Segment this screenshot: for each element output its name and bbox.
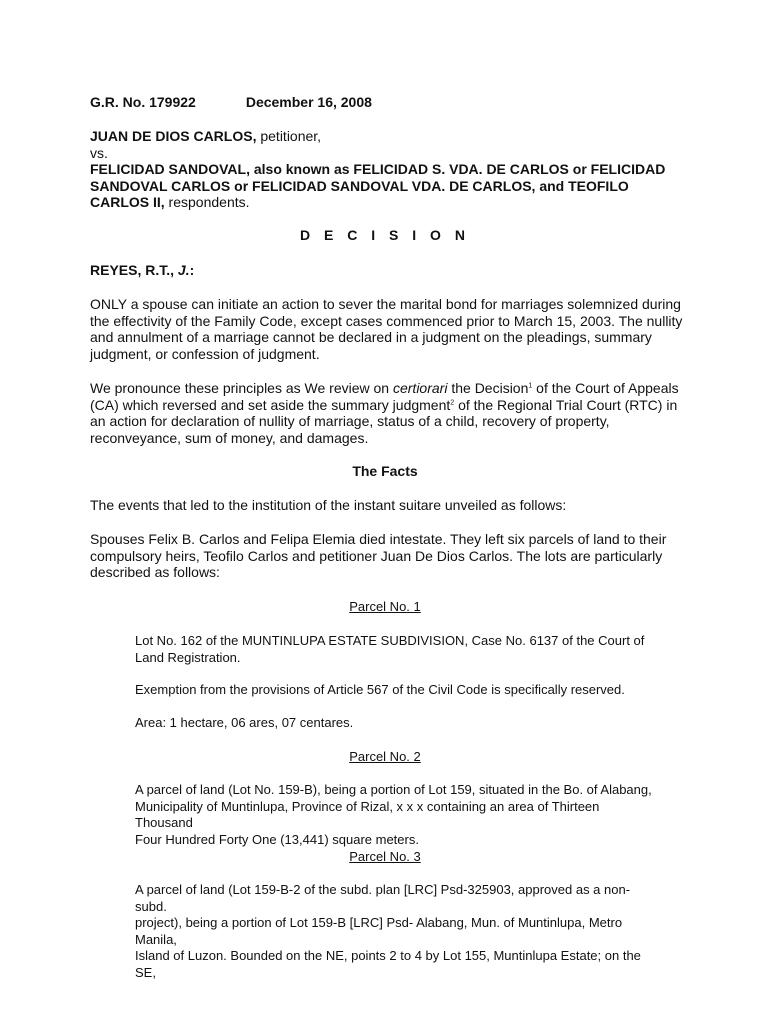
petitioner-line [90,128,680,145]
parcel-3-description [135,882,655,981]
paragraph-2-line-2 [90,397,690,414]
paragraph-4-line-1: Spouses Felix B. Carlos and Felipa Elemia died intestate. They left six parcels of land to their [90,531,667,547]
paragraph-2-text-c: of the Court of Appeals [532,380,679,396]
respondents-name-end: CARLOS II, [90,194,165,210]
paragraph-4 [90,531,690,581]
paragraph-2-text-e: of the Regional Trial Court (RTC) in [454,396,678,413]
parcel-3-heading: Parcel No. 3 [349,849,421,864]
paragraph-2-line-4: reconveyance, sum of money, and damages. [90,429,369,446]
paragraph-1-line-2: the effectivity of the Family Code, except cases commenced prior to March 15, 2003. The nullity [90,312,683,329]
parcel-2-desc-line-1: A parcel of land (Lot No. 159-B), being a portion of Lot 159, situated in the Bo. of Alabang, [135,782,652,797]
paragraph-2-text-d: (CA) which reversed and set aside the summary judgment [90,396,451,413]
parcel-1-desc-line-1: Lot No. 162 of the MUNTINLUPA ESTATE SUBDIVISION, Case No. 6137 of the Court of [135,633,645,648]
petitioner-name: JUAN DE DIOS CARLOS, [90,128,257,144]
parcel-2-desc-line-2: Municipality of Muntinlupa, Province of Rizal, x x x containing an area of Thirteen Thousand [135,798,600,830]
respondents-role: respondents. [164,194,250,210]
parcel-1-heading: Parcel No. 1 [349,599,421,614]
footnote-ref-2[interactable]: 2 [450,398,455,406]
ponente-name: REYES, R.T., [90,262,178,278]
ponente-line [90,262,194,279]
certiorari-term: certiorari [392,380,448,396]
parcel-2-heading: Parcel No. 2 [349,749,421,764]
versus-line: vs. [90,144,108,161]
respondents-line-3 [90,194,680,211]
petitioner-role: petitioner, [256,128,322,144]
paragraph-2-text-b: the Decision [447,380,529,396]
paragraph-1-line-1: ONLY a spouse can initiate an action to sever the marital bond for marriages solemnized during [90,296,681,312]
gr-number: G.R. No. 179922 [90,94,196,110]
paragraph-2-text-a: We pronounce these principles as We review on [90,380,393,396]
ponente-title: J. [177,262,190,278]
respondents-line-2: SANDOVAL CARLOS or FELICIDAD SANDOVAL VDA. DE CARLOS, and TEOFILO [90,177,629,194]
parties-block [90,128,680,211]
paragraph-1-line-4: judgment, or confession of judgment. [90,345,320,362]
parcel-1-description [135,633,655,666]
paragraph-3: The events that led to the institution of the instant suitare unveiled as follows: [90,497,567,513]
paragraph-4-line-2: compulsory heirs, Teofilo Carlos and petitioner Juan De Dios Carlos. The lots are particularly [90,547,663,564]
decision-title: D E C I S I O N [300,227,470,243]
respondents-line-1: FELICIDAD SANDOVAL, also known as FELICIDAD S. VDA. DE CARLOS or FELICIDAD [90,161,666,177]
paragraph-1 [90,296,690,362]
parcel-3-desc-line-2: project), being a portion of Lot 159-B [LRC] Psd- Alabang, Mun. of Muntinlupa, Metro Manila, [135,915,623,947]
parcel-1-exemption: Exemption from the provisions of Article 567 of the Civil Code is specifically reserved. [135,682,625,697]
parcel-1-desc-line-2: Land Registration. [135,649,241,665]
paragraph-2-line-1 [90,380,690,397]
parcel-3-desc-line-3: Island of Luzon. Bounded on the NE, points 2 to 4 by Lot 155, Muntinlupa Estate; on the SE, [135,948,641,980]
parcel-3-desc-line-1: A parcel of land (Lot 159-B-2 of the subd. plan [LRC] Psd-325903, approved as a non-subd. [135,882,631,914]
paragraph-2 [90,380,690,446]
parcel-1-area: Area: 1 hectare, 06 ares, 07 centares. [135,715,354,730]
footnote-ref-1[interactable]: 1 [528,382,533,390]
parcel-2-description [135,782,655,848]
facts-heading: The Facts [352,463,418,479]
ponente-colon: : [189,262,195,278]
decision-date: December 16, 2008 [245,94,372,110]
parcel-2-desc-line-3: Four Hundred Forty One (13,441) square meters. [135,831,419,847]
paragraph-4-line-3: described as follows: [90,564,220,580]
paragraph-2-line-3: an action for declaration of nullity of marriage, status of a child, recovery of property, [90,413,610,429]
paragraph-1-line-3: and annulment of a marriage cannot be declared in a judgment on the pleadings, summary [90,329,652,345]
case-header [90,94,372,110]
